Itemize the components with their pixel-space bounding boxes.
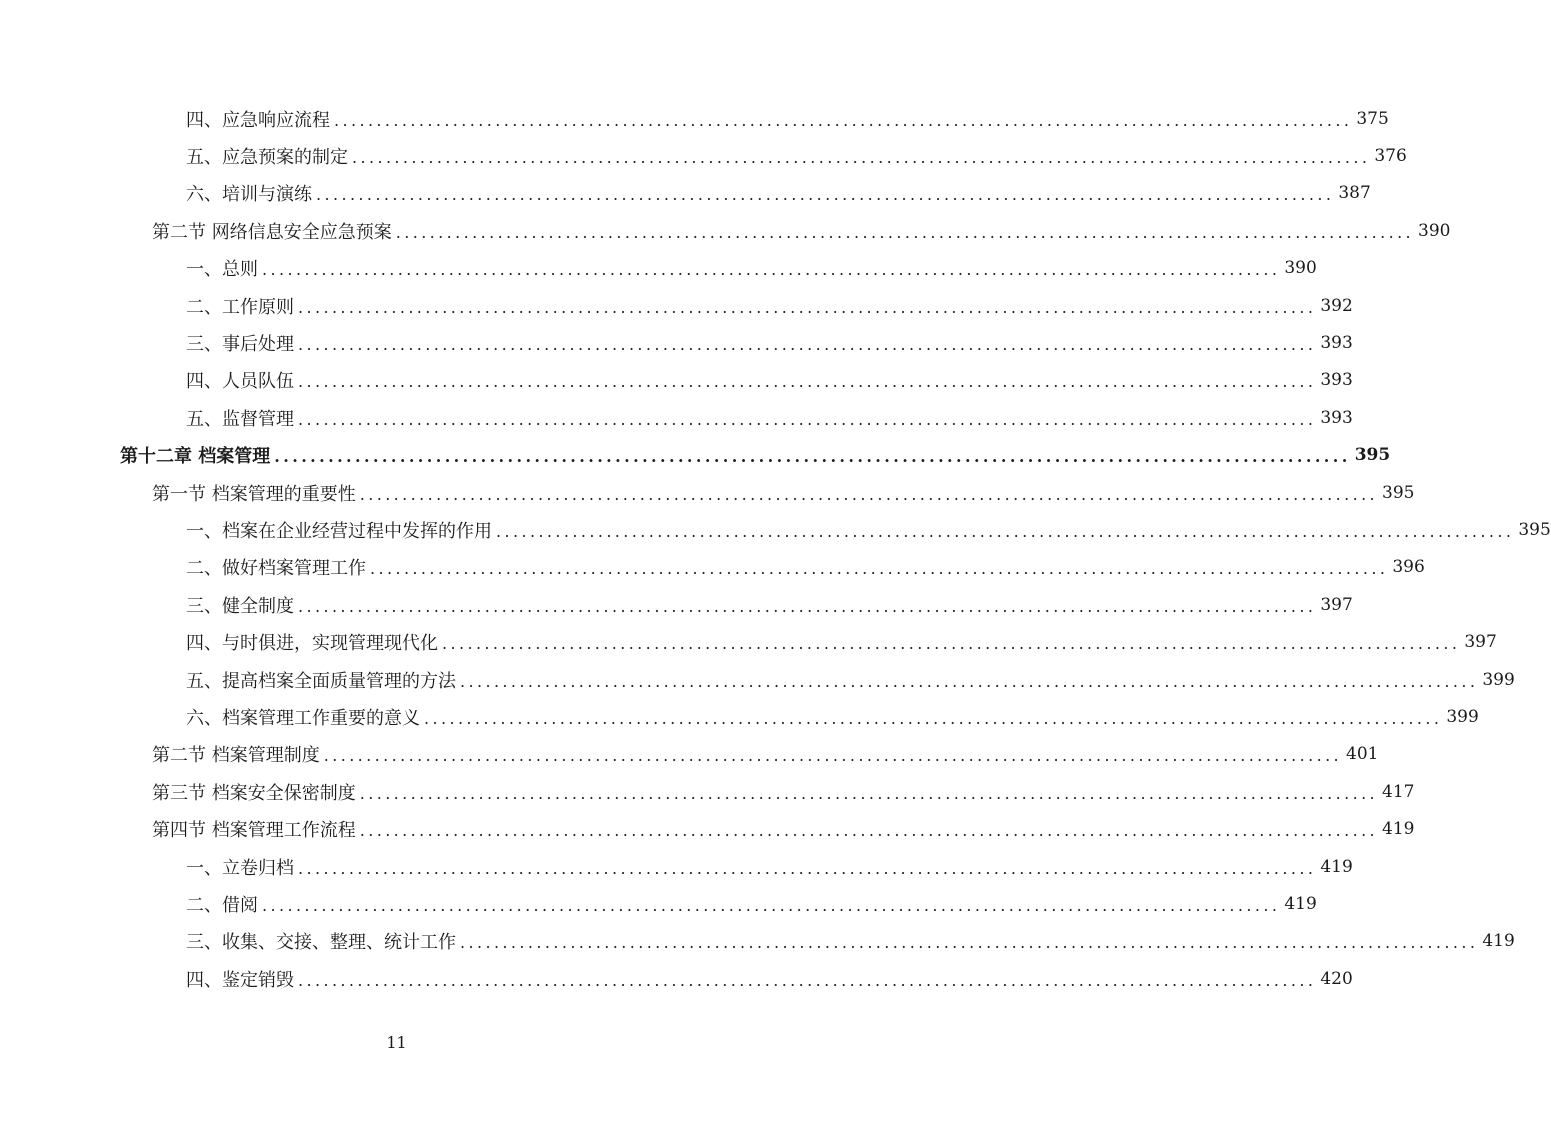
toc-entry-title: 三、健全制度 [186, 595, 294, 617]
dot-leader: ........................................................................................................................ [359, 783, 1379, 803]
dot-leader: ........................................................................................................................ [298, 596, 1317, 616]
toc-entry-page: 420 [1320, 968, 1353, 989]
toc-entry-page: 396 [1392, 557, 1425, 578]
toc-entry-title: 一、档案在企业经营过程中发挥的作用 [186, 520, 492, 542]
toc-entry[interactable] [0, 324, 1353, 361]
dot-leader: ........................................................................................................................ [496, 521, 1515, 541]
toc-entry-page: 393 [1320, 370, 1353, 391]
toc-entry-page: 393 [1320, 407, 1353, 428]
toc-section-entry[interactable] [0, 212, 1451, 249]
toc-entry[interactable] [0, 885, 1317, 922]
toc-entry[interactable] [0, 100, 1389, 137]
dot-leader: ........................................................................................................................ [395, 222, 1415, 242]
toc-entry-page: 419 [1382, 819, 1415, 840]
toc-entry[interactable] [0, 511, 1551, 548]
dot-leader: ........................................................................................................................ [298, 335, 1317, 355]
toc-entry-page: 399 [1482, 669, 1515, 690]
toc-entry-page: 417 [1382, 781, 1415, 802]
toc-entry[interactable] [0, 586, 1353, 623]
table-of-contents [0, 100, 1551, 997]
dot-leader: ........................................................................................................................ [298, 297, 1317, 317]
toc-entry-page: 390 [1284, 258, 1317, 279]
toc-entry-title: 第四节 档案管理工作流程 [152, 820, 356, 842]
dot-leader: ........................................................................................................................ [352, 148, 1371, 168]
dot-leader: ........................................................................................................................ [323, 746, 1343, 766]
toc-entry-page: 399 [1446, 706, 1479, 727]
toc-entry-page: 397 [1320, 594, 1353, 615]
toc-entry-page: 387 [1338, 183, 1371, 204]
toc-entry-page: 395 [1518, 519, 1551, 540]
dot-leader: ........................................................................................................................ [274, 447, 1351, 467]
toc-entry-title: 四、与时俱进，实现管理现代化 [186, 633, 438, 655]
toc-entry[interactable] [0, 549, 1425, 586]
toc-entry-page: 419 [1482, 931, 1515, 952]
page-number: 11 [386, 1033, 407, 1052]
toc-entry-page: 375 [1356, 108, 1389, 129]
toc-entry-page: 395 [1354, 445, 1391, 466]
dot-leader: ........................................................................................................................ [262, 895, 1281, 915]
toc-entry-page: 419 [1284, 893, 1317, 914]
toc-entry-title: 六、档案管理工作重要的意义 [186, 707, 420, 729]
dot-leader: ........................................................................................................................ [424, 708, 1443, 728]
toc-section-entry[interactable] [0, 736, 1379, 773]
toc-entry[interactable] [0, 175, 1371, 212]
toc-entry-title: 五、监督管理 [186, 408, 294, 430]
dot-leader: ........................................................................................................................ [316, 185, 1335, 205]
toc-entry-title: 三、收集、交接、整理、统计工作 [186, 932, 456, 954]
toc-entry[interactable] [0, 960, 1353, 997]
toc-entry-page: 419 [1320, 856, 1353, 877]
toc-entry-page: 392 [1320, 295, 1353, 316]
toc-entry-page: 395 [1382, 482, 1415, 503]
toc-entry[interactable] [0, 399, 1353, 436]
toc-entry-title: 二、工作原则 [186, 296, 294, 318]
toc-entry-page: 390 [1418, 220, 1451, 241]
dot-leader: ........................................................................................................................ [298, 372, 1317, 392]
toc-entry[interactable] [0, 661, 1515, 698]
toc-entry-title: 四、人员队伍 [186, 371, 294, 393]
toc-entry-title: 三、事后处理 [186, 334, 294, 356]
dot-leader: ........................................................................................................................ [359, 484, 1379, 504]
toc-entry-title: 六、培训与演练 [186, 184, 312, 206]
toc-entry-title: 二、做好档案管理工作 [186, 558, 366, 580]
toc-entry[interactable] [0, 623, 1497, 660]
toc-entry[interactable] [0, 250, 1317, 287]
toc-entry[interactable] [0, 287, 1353, 324]
toc-entry-title: 一、总则 [186, 259, 258, 281]
toc-entry-title: 四、鉴定销毁 [186, 969, 294, 991]
dot-leader: ........................................................................................................................ [460, 933, 1479, 953]
toc-entry-title: 第十二章 档案管理 [120, 446, 271, 468]
dot-leader: ........................................................................................................................ [370, 559, 1389, 579]
toc-section-entry[interactable] [0, 773, 1415, 810]
toc-entry-title: 第一节 档案管理的重要性 [152, 483, 356, 505]
dot-leader: ........................................................................................................................ [262, 260, 1281, 280]
toc-section-entry[interactable] [0, 474, 1415, 511]
dot-leader: ........................................................................................................................ [298, 409, 1317, 429]
toc-entry-page: 393 [1320, 333, 1353, 354]
toc-entry-page: 401 [1346, 744, 1379, 765]
toc-entry[interactable] [0, 137, 1407, 174]
toc-entry[interactable] [0, 848, 1353, 885]
dot-leader: ........................................................................................................................ [334, 110, 1353, 130]
toc-entry-title: 二、借阅 [186, 894, 258, 916]
toc-entry[interactable] [0, 923, 1515, 960]
toc-entry-page: 376 [1374, 146, 1407, 167]
toc-entry-title: 一、立卷归档 [186, 857, 294, 879]
toc-entry-page: 397 [1464, 632, 1497, 653]
dot-leader: ........................................................................................................................ [298, 858, 1317, 878]
dot-leader: ........................................................................................................................ [460, 671, 1479, 691]
toc-entry-title: 第三节 档案安全保密制度 [152, 782, 356, 804]
dot-leader: ........................................................................................................................ [442, 634, 1461, 654]
dot-leader: ........................................................................................................................ [359, 821, 1379, 841]
toc-entry-title: 五、应急预案的制定 [186, 147, 348, 169]
toc-entry[interactable] [0, 698, 1479, 735]
toc-entry-title: 五、提高档案全面质量管理的方法 [186, 670, 456, 692]
toc-chapter-entry[interactable] [0, 437, 1391, 474]
toc-section-entry[interactable] [0, 810, 1415, 847]
dot-leader: ........................................................................................................................ [298, 970, 1317, 990]
toc-entry[interactable] [0, 362, 1353, 399]
toc-entry-title: 第二节 档案管理制度 [152, 745, 320, 767]
toc-entry-title: 第二节 网络信息安全应急预案 [152, 221, 392, 243]
toc-entry-title: 四、应急响应流程 [186, 109, 330, 131]
